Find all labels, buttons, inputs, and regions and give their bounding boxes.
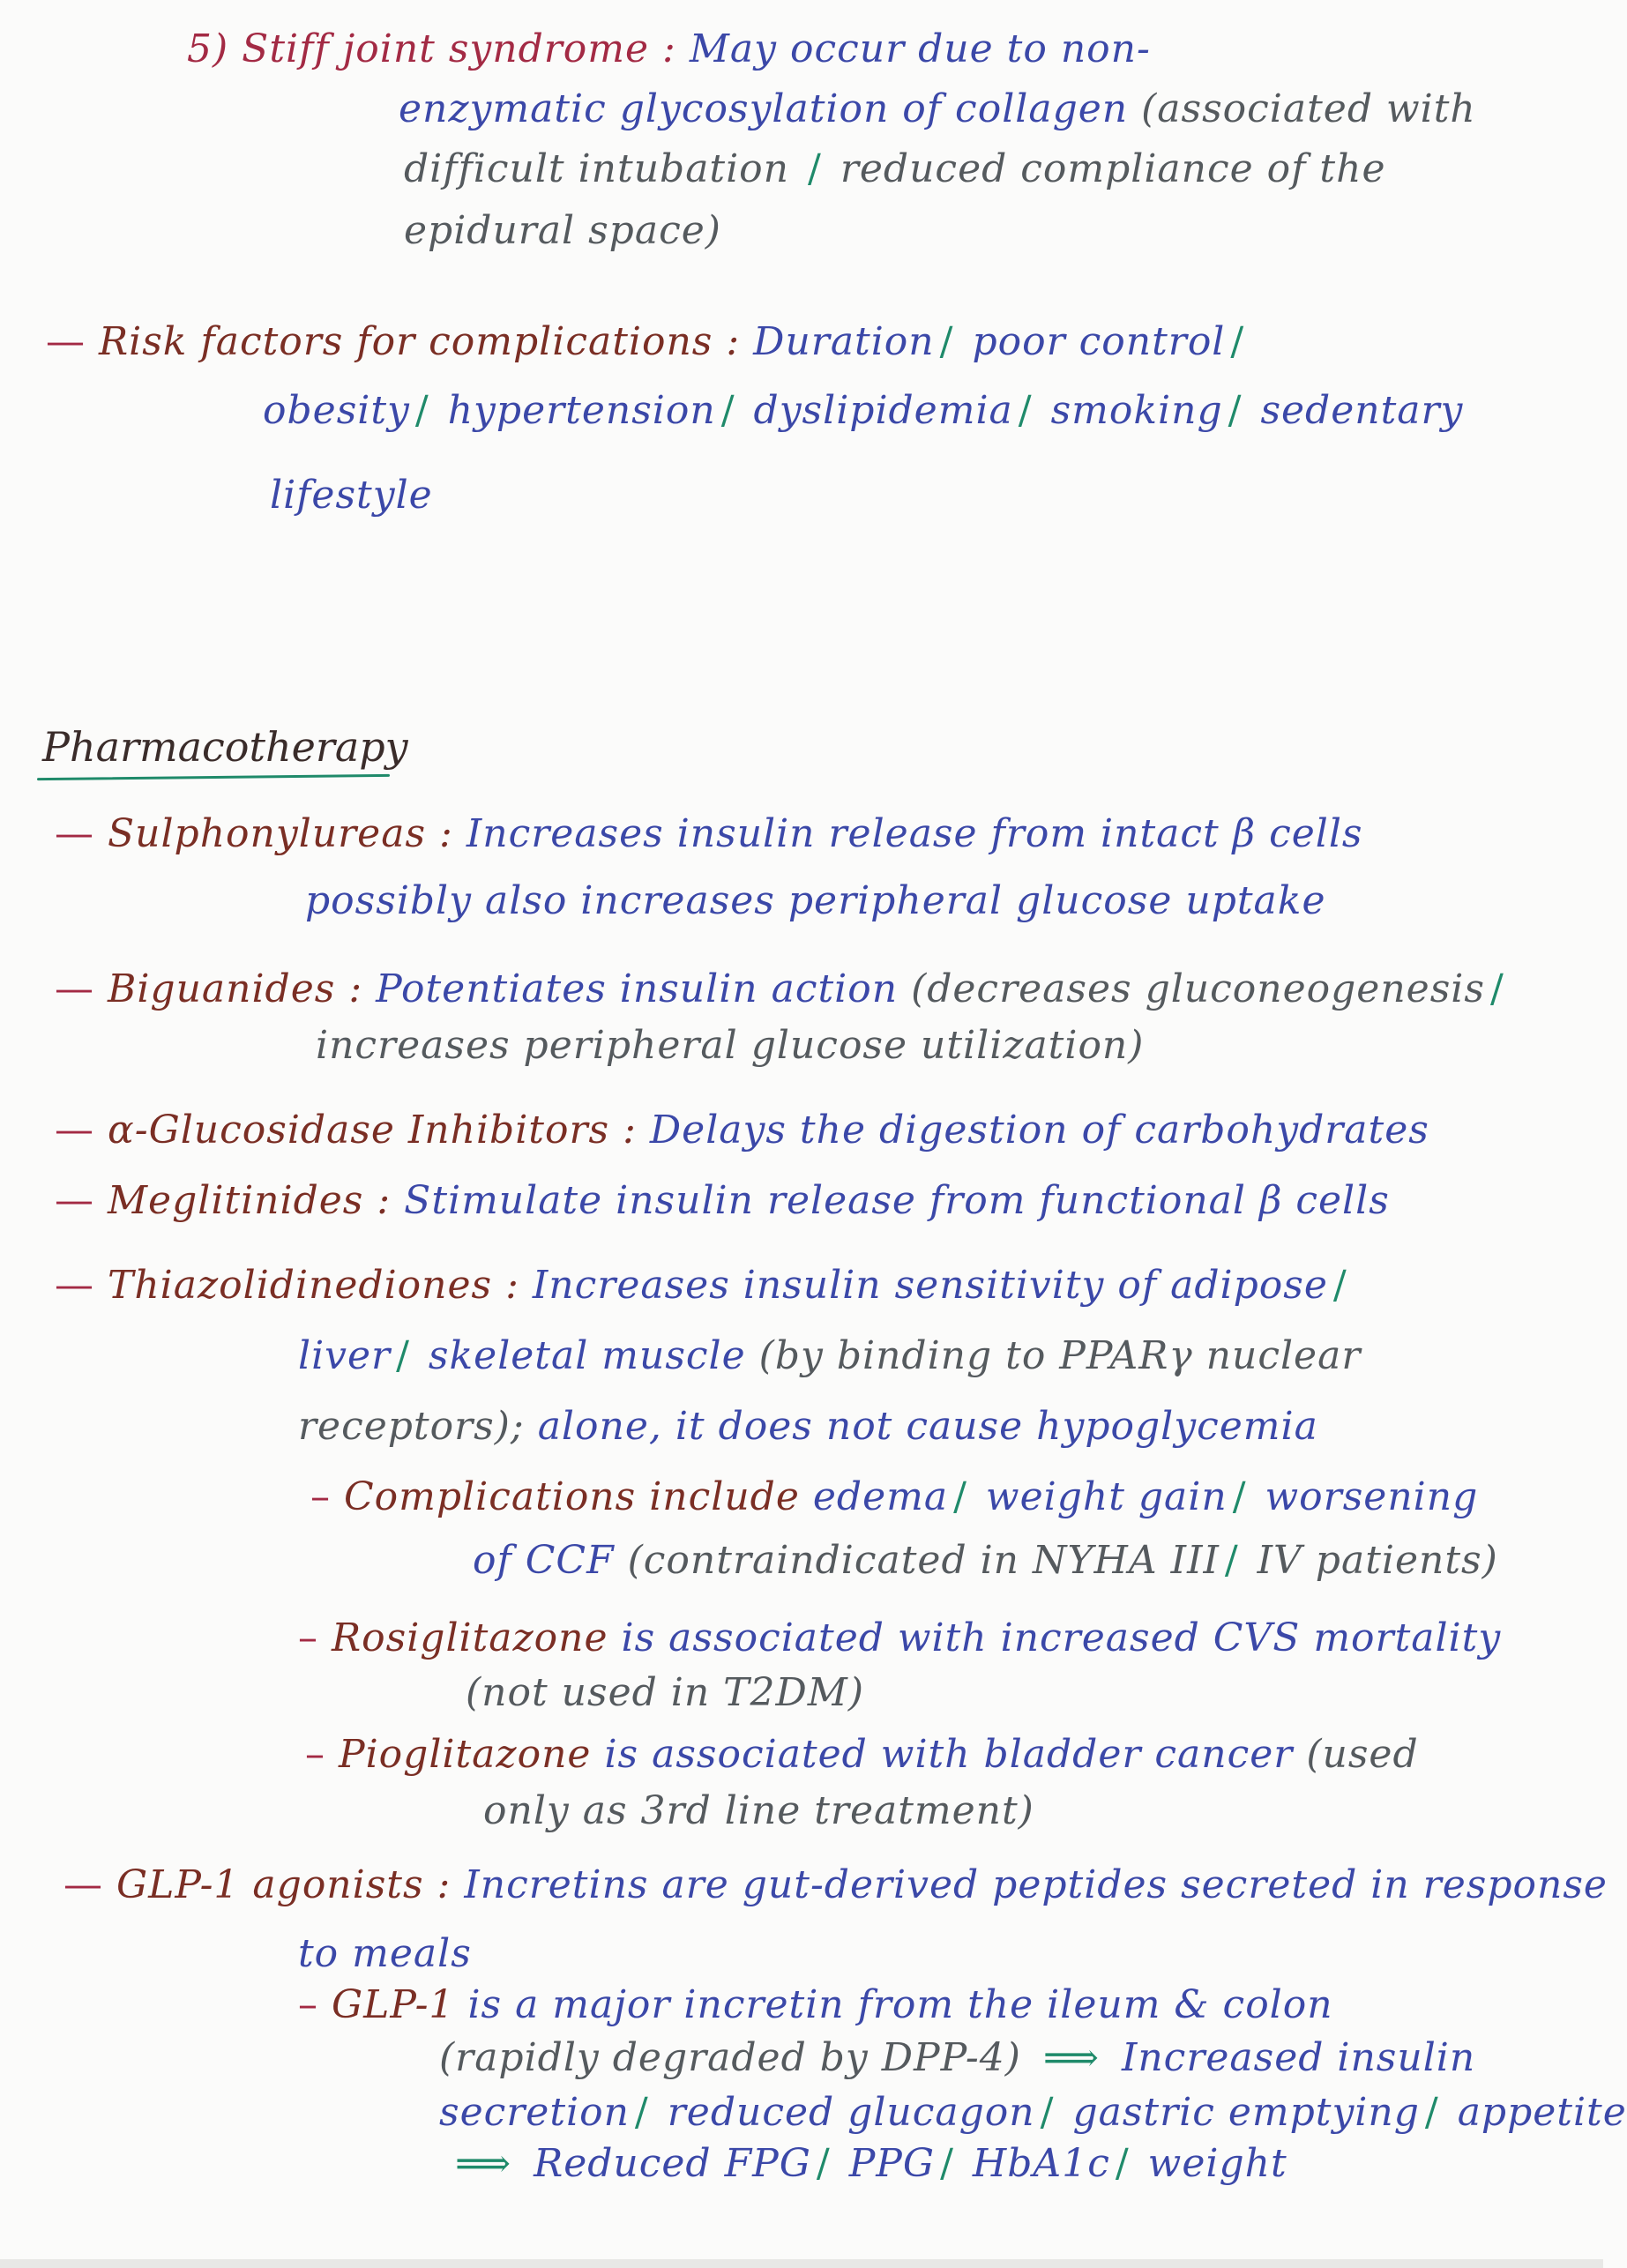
bullet-dash: –	[305, 1732, 325, 1777]
tzd-text2b: skeletal muscle	[428, 1333, 746, 1378]
risk-factors-line1: — Risk factors for complications : Duration / poor control /	[46, 319, 1245, 364]
stiff-joint-line1: May occur due to non-	[689, 26, 1151, 71]
meglitinides-label: Meglitinides :	[108, 1178, 392, 1223]
risk-item: obesity	[263, 388, 410, 433]
glp1-sub-line4: ⟹ Reduced FPG / PPG / HbA1c / weight	[446, 2141, 1287, 2187]
tzd-text2a: liver	[298, 1333, 392, 1378]
tzd-text3a: receptors);	[298, 1404, 525, 1449]
tzd-complications-line2: of CCF (contraindicated in NYHA III / IV patients)	[473, 1538, 1498, 1583]
stiff-joint-line2b: (associated with	[1141, 86, 1476, 131]
stiff-joint-heading	[187, 26, 1151, 72]
glp1-sub-text2a: (rapidly degraded by DPP-4)	[439, 2035, 1021, 2080]
risk-item: poor control	[972, 319, 1226, 364]
heading-underline	[37, 774, 390, 780]
glp1-effect-item: appetite	[1457, 2090, 1627, 2135]
tzd-text3b: alone, it does not cause hypoglycemia	[537, 1404, 1318, 1449]
stiff-joint-line2a: enzymatic glycosylation of collagen	[399, 86, 1129, 131]
glp1-sub-text2b: Increased insulin	[1121, 2035, 1476, 2080]
glp1-label: GLP-1 agonists :	[116, 1862, 452, 1907]
glp1-sub-line1	[298, 1982, 1333, 2028]
glp1-sub-line2	[439, 2035, 1475, 2081]
stiff-joint-line3b: reduced compliance of the	[840, 146, 1386, 191]
tzd-rosiglitazone-line2: (not used in T2DM)	[466, 1670, 865, 1715]
tzd-line3	[298, 1404, 1318, 1450]
rosiglitazone-text1: is associated with increased CVS mortality	[621, 1615, 1502, 1660]
right-arrow-icon: ⟹	[1042, 2035, 1100, 2080]
alpha-glucosidase-line	[55, 1108, 1429, 1153]
glp1-effect-item: reduced glucagon	[667, 2090, 1035, 2135]
biguanides-text1b: (decreases gluconeogenesis	[911, 966, 1485, 1011]
alpha-glucosidase-text: Delays the digestion of carbohydrates	[649, 1108, 1429, 1153]
stiff-joint-line3	[404, 146, 1385, 192]
separator: /	[808, 146, 822, 191]
biguanides-label: Biguanides :	[108, 966, 363, 1011]
sulphonylureas-line2: possibly also increases peripheral glucose uptake	[305, 878, 1326, 923]
tzd-text1: Increases insulin sensitivity of adipose	[532, 1263, 1328, 1308]
sulphonylureas-line1	[55, 811, 1363, 857]
glp1-effect-item: gastric emptying	[1072, 2090, 1420, 2135]
stiff-joint-line4: epidural space)	[404, 208, 721, 253]
glp1-line2: to meals	[298, 1931, 472, 1976]
biguanides-line1: — Biguanides : Potentiates insulin action (decreases gluconeogenesis /	[55, 966, 1504, 1011]
tzd-label: Thiazolidinediones :	[108, 1263, 519, 1308]
bullet-dash: —	[55, 811, 94, 856]
glp1-result-item: Reduced FPG	[534, 2141, 811, 2186]
sulphonylureas-text1: Increases insulin release from intact β cells	[466, 811, 1363, 856]
bullet-dash: —	[55, 966, 94, 1011]
pioglitazone-text1b: (used	[1306, 1732, 1419, 1777]
tzd-pioglitazone-line2: only as 3rd line treatment)	[483, 1788, 1034, 1833]
glp1-result-item: HbA1c	[972, 2141, 1110, 2186]
meglitinides-text: Stimulate insulin release from functional β cells	[404, 1178, 1390, 1223]
bullet-dash: —	[55, 1178, 94, 1223]
complication-item: edema	[812, 1474, 949, 1519]
bullet-dash: —	[55, 1263, 94, 1308]
risk-item: sedentary	[1260, 388, 1464, 433]
glp1-text1: Incretins are gut-derived peptides secreted in response	[464, 1862, 1608, 1907]
glp1-sub-line3: secretion / reduced glucagon / gastric emptying / appetite	[439, 2090, 1627, 2135]
complication-item: weight gain	[985, 1474, 1228, 1519]
rosiglitazone-label: Rosiglitazone	[332, 1615, 608, 1660]
bullet-dash: —	[63, 1862, 103, 1907]
bullet-dash: –	[298, 1615, 318, 1660]
sulphonylureas-label: Sulphonylureas :	[108, 811, 453, 856]
meglitinides-line	[55, 1178, 1390, 1224]
glp1-sub-text1: is a major incretin from the ileum & colon	[467, 1982, 1333, 2027]
pioglitazone-label: Pioglitazone	[339, 1732, 592, 1777]
glp1-result-item: PPG	[848, 2141, 936, 2186]
pioglitazone-text1: is associated with bladder cancer	[604, 1732, 1294, 1777]
tzd-line1: — Thiazolidinediones : Increases insulin sensitivity of adipose /	[55, 1263, 1347, 1308]
risk-factors-line3: lifestyle	[270, 473, 433, 518]
risk-item: smoking	[1050, 388, 1223, 433]
glp1-effect-item: secretion	[439, 2090, 630, 2135]
stiff-joint-line2	[399, 86, 1476, 132]
risk-item: Duration	[753, 319, 935, 364]
risk-item: hypertension	[447, 388, 716, 433]
bullet-dash: —	[46, 319, 86, 364]
bullet-dash: —	[55, 1108, 94, 1153]
page-title: Pharmacotherapy	[42, 723, 408, 771]
tzd-complications-label: Complications include	[344, 1474, 800, 1519]
tzd-line2: liver / skeletal muscle (by binding to PPARγ nuclear	[298, 1333, 1362, 1378]
bullet-dash: –	[310, 1474, 331, 1519]
tzd-text2c: (by binding to PPARγ nuclear	[758, 1333, 1362, 1378]
glp1-sub-label: GLP-1	[332, 1982, 455, 2027]
tzd-complications-text2a: of CCF	[473, 1538, 615, 1583]
alpha-glucosidase-label: α-Glucosidase Inhibitors :	[108, 1108, 637, 1153]
stiff-joint-line3a: difficult intubation	[404, 146, 790, 191]
stiff-joint-title: Stiff joint syndrome :	[242, 26, 676, 71]
biguanides-line2: increases peripheral glucose utilization)	[316, 1023, 1145, 1068]
right-arrow-icon: ⟹	[455, 2141, 512, 2186]
tzd-pioglitazone-line1	[305, 1732, 1419, 1778]
page-bottom-edge	[0, 2259, 1603, 2268]
complication-item: worsening	[1265, 1474, 1479, 1519]
tzd-complications-line1: – Complications include edema / weight gain / worsening	[310, 1474, 1479, 1519]
biguanides-text1: Potentiates insulin action	[376, 966, 899, 1011]
risk-item: dyslipidemia	[753, 388, 1013, 433]
bullet-dash: –	[298, 1982, 318, 2027]
tzd-complications-text2c: IV patients)	[1257, 1538, 1498, 1583]
risk-factors-label: Risk factors for complications :	[99, 319, 741, 364]
item-number: 5)	[187, 26, 229, 71]
glp1-result-item: weight	[1147, 2141, 1287, 2186]
tzd-complications-text2b: (contraindicated in NYHA III	[627, 1538, 1220, 1583]
glp1-line1	[63, 1862, 1608, 1908]
tzd-rosiglitazone-line1	[298, 1615, 1501, 1661]
risk-factors-line2: obesity / hypertension / dyslipidemia / smoking / sedentary	[263, 388, 1464, 433]
